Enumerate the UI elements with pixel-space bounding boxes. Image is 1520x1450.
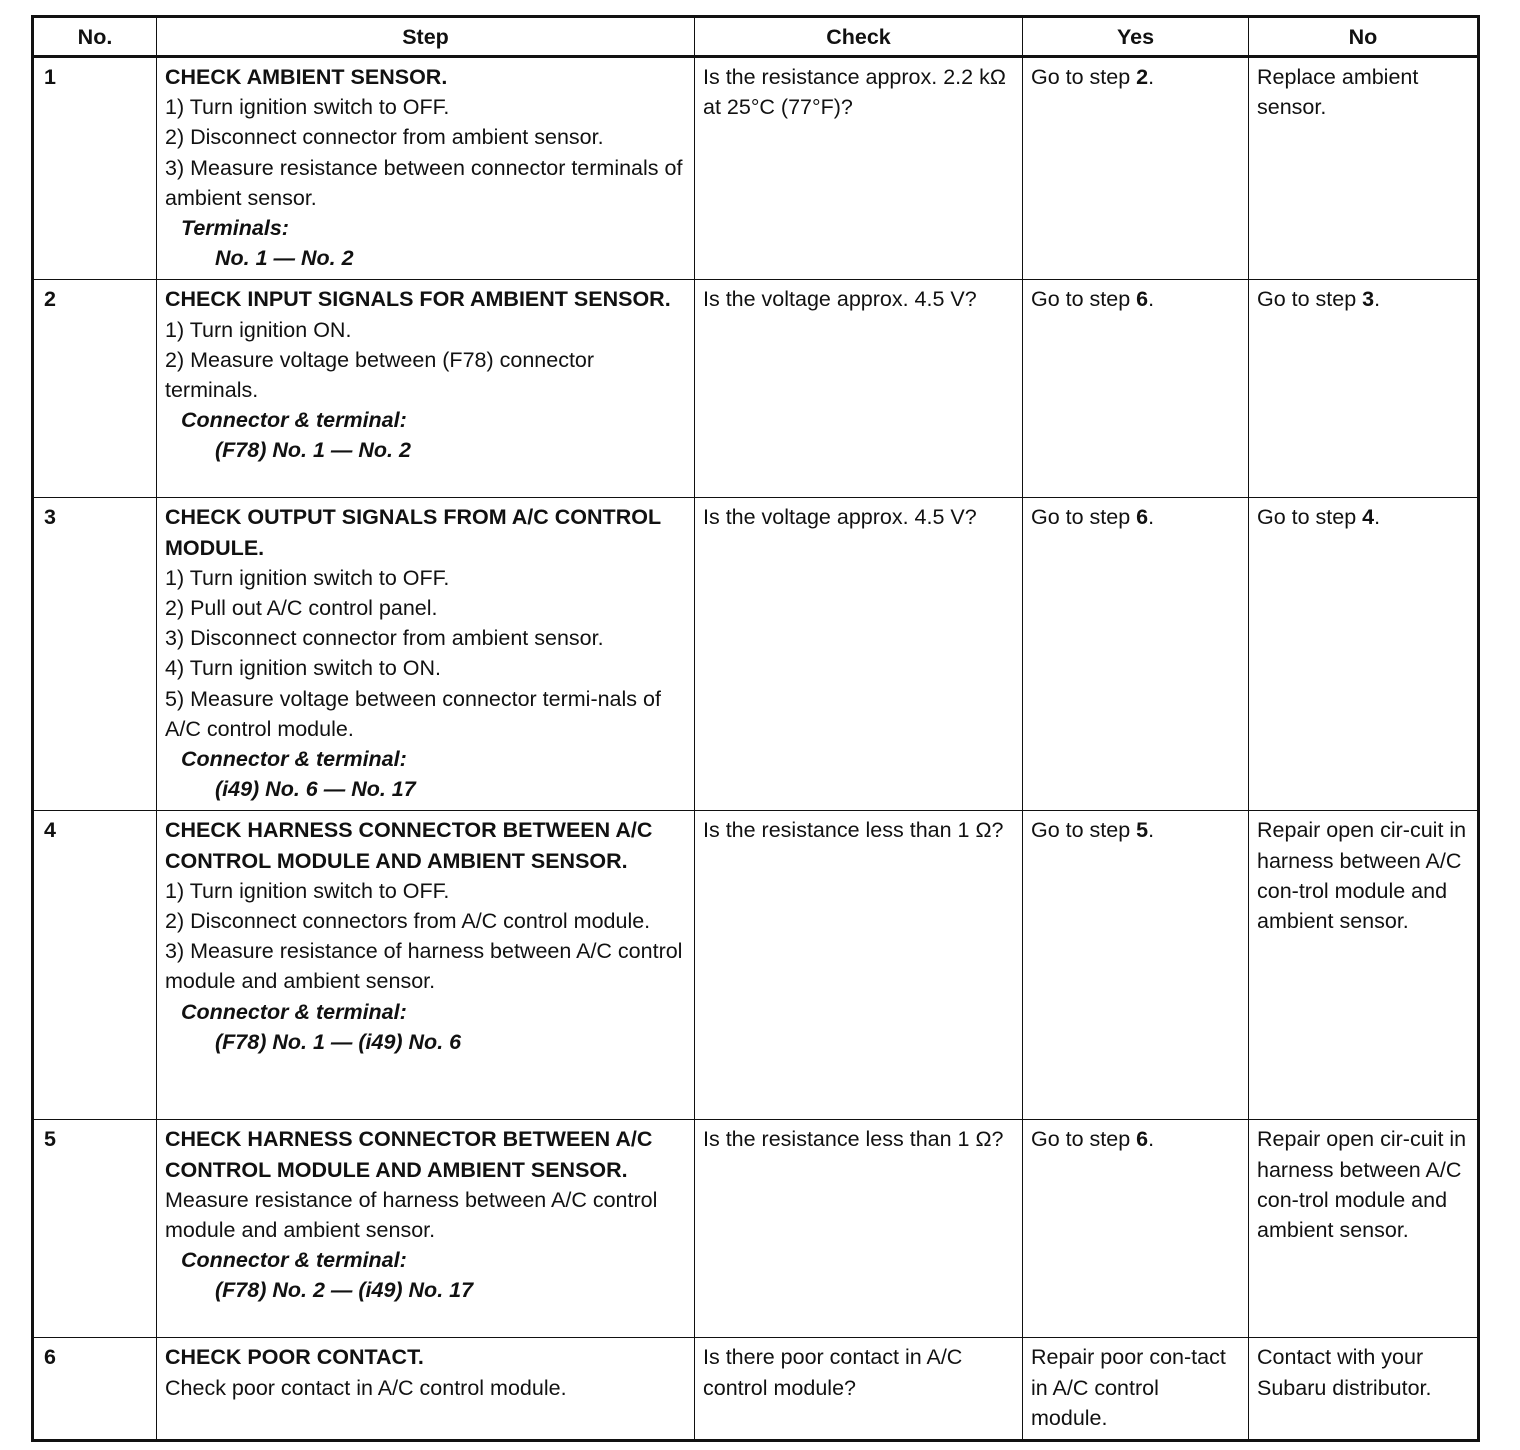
no-period: . <box>1374 505 1381 530</box>
step-line: Measure resistance of harness between A/C control module and ambient sensor. <box>165 1187 658 1243</box>
table-row <box>33 1120 1479 1338</box>
table-row <box>33 57 1479 280</box>
no-cell: Replace ambient sensor. <box>1249 57 1479 280</box>
no-step-ref: 4 <box>1362 505 1375 530</box>
yes-step-ref: 6 <box>1136 287 1149 312</box>
step-line: 3) Disconnect connector from ambient sensor. <box>165 626 604 651</box>
step-line: Check poor contact in A/C control module. <box>165 1375 567 1400</box>
diagnostic-table <box>31 15 1480 1442</box>
terminal-label: Terminals: <box>181 216 289 241</box>
yes-period: . <box>1148 505 1155 530</box>
yes-period: . <box>1148 818 1155 843</box>
check-cell: Is the resistance less than 1 Ω? <box>695 1120 1023 1338</box>
step-cell <box>157 498 695 811</box>
yes-text: Go to step <box>1031 505 1137 530</box>
no-period: . <box>1374 287 1381 312</box>
yes-text: Go to step <box>1031 1127 1137 1152</box>
header-row <box>33 17 1479 57</box>
yes-cell <box>1023 1120 1249 1338</box>
step-line: 1) Turn ignition switch to OFF. <box>165 565 450 590</box>
no-step-ref: 3 <box>1362 287 1375 312</box>
yes-period: . <box>1148 65 1155 89</box>
yes-step-ref: 6 <box>1136 1127 1149 1152</box>
yes-cell <box>1023 57 1249 280</box>
yes-step-ref: 6 <box>1136 505 1149 530</box>
step-line: 4) Turn ignition switch to ON. <box>165 656 442 681</box>
step-cell <box>157 1338 695 1441</box>
step-number: 3 <box>33 498 157 811</box>
check-cell: Is the resistance approx. 2.2 kΩ at 25°C (77°F)? <box>695 57 1023 280</box>
header-yes: Yes <box>1023 17 1249 57</box>
check-cell: Is the resistance less than 1 Ω? <box>695 811 1023 1120</box>
yes-cell <box>1023 280 1249 498</box>
terminal-value: (F78) No. 1 — No. 2 <box>215 438 411 463</box>
check-cell: Is the voltage approx. 4.5 V? <box>695 498 1023 811</box>
yes-cell <box>1023 498 1249 811</box>
yes-text: Go to step <box>1031 65 1137 89</box>
no-cell: Repair open cir-cuit in harness between A/C con-trol module and ambient sensor. <box>1249 1120 1479 1338</box>
step-title: CHECK INPUT SIGNALS FOR AMBIENT SENSOR. <box>165 287 671 312</box>
no-cell: Repair open cir-cuit in harness between A/C con-trol module and ambient sensor. <box>1249 811 1479 1120</box>
table-row <box>33 280 1479 498</box>
terminal-value: No. 1 — No. 2 <box>215 246 354 271</box>
step-title: CHECK AMBIENT SENSOR. <box>165 65 448 89</box>
no-text: Go to step <box>1257 287 1363 312</box>
yes-cell <box>1023 811 1249 1120</box>
header-step: Step <box>157 17 695 57</box>
no-cell: Contact with your Subaru distributor. <box>1249 1338 1479 1441</box>
step-cell <box>157 811 695 1120</box>
step-number: 6 <box>33 1338 157 1441</box>
yes-period: . <box>1148 287 1155 312</box>
terminal-label: Connector & terminal: <box>181 999 407 1024</box>
step-line: 2) Measure voltage between (F78) connector terminals. <box>165 347 595 403</box>
step-title: CHECK HARNESS CONNECTOR BETWEEN A/C CONTROL MODULE AND AMBIENT SENSOR. <box>165 1127 653 1182</box>
step-cell <box>157 57 695 280</box>
header-check: Check <box>695 17 1023 57</box>
step-number: 2 <box>33 280 157 498</box>
step-line: 1) Turn ignition switch to OFF. <box>165 878 450 903</box>
step-cell <box>157 280 695 498</box>
yes-text: Go to step <box>1031 287 1137 312</box>
check-cell: Is the voltage approx. 4.5 V? <box>695 280 1023 498</box>
step-line: 2) Pull out A/C control panel. <box>165 596 438 621</box>
header-no-result: No <box>1249 17 1479 57</box>
terminal-value: (F78) No. 2 — (i49) No. 17 <box>215 1278 474 1303</box>
yes-cell: Repair poor con-tact in A/C control module. <box>1023 1338 1249 1441</box>
table-row <box>33 1338 1479 1441</box>
terminal-value: (F78) No. 1 — (i49) No. 6 <box>215 1029 462 1054</box>
step-line: 3) Measure resistance of harness between A/C control module and ambient sensor. <box>165 939 683 994</box>
step-number: 4 <box>33 811 157 1120</box>
terminal-value: (i49) No. 6 — No. 17 <box>215 777 416 802</box>
yes-step-ref: 5 <box>1136 818 1149 843</box>
step-title: CHECK HARNESS CONNECTOR BETWEEN A/C CONTROL MODULE AND AMBIENT SENSOR. <box>165 818 653 873</box>
step-title: CHECK OUTPUT SIGNALS FROM A/C CONTROL MODULE. <box>165 505 661 560</box>
terminal-label: Connector & terminal: <box>181 1248 407 1273</box>
step-title: CHECK POOR CONTACT. <box>165 1345 424 1370</box>
no-cell <box>1249 498 1479 811</box>
table-row <box>33 498 1479 811</box>
step-line: 1) Turn ignition switch to OFF. <box>165 95 450 120</box>
step-line: 3) Measure resistance between connector terminals of ambient sensor. <box>165 155 683 210</box>
header-no: No. <box>33 17 157 57</box>
step-line: 2) Disconnect connector from ambient sensor. <box>165 125 604 150</box>
table-row <box>33 811 1479 1120</box>
step-number: 5 <box>33 1120 157 1338</box>
yes-text: Go to step <box>1031 818 1137 843</box>
check-cell: Is there poor contact in A/C control module? <box>695 1338 1023 1441</box>
yes-step-ref: 2 <box>1136 65 1149 89</box>
step-line: 2) Disconnect connectors from A/C control module. <box>165 909 651 934</box>
step-number: 1 <box>33 57 157 280</box>
step-line: 1) Turn ignition ON. <box>165 317 352 342</box>
yes-period: . <box>1148 1127 1155 1152</box>
no-text: Go to step <box>1257 505 1363 530</box>
terminal-label: Connector & terminal: <box>181 408 407 433</box>
no-cell <box>1249 280 1479 498</box>
step-cell <box>157 1120 695 1338</box>
terminal-label: Connector & terminal: <box>181 747 407 772</box>
step-line: 5) Measure voltage between connector termi-nals of A/C control module. <box>165 686 661 741</box>
